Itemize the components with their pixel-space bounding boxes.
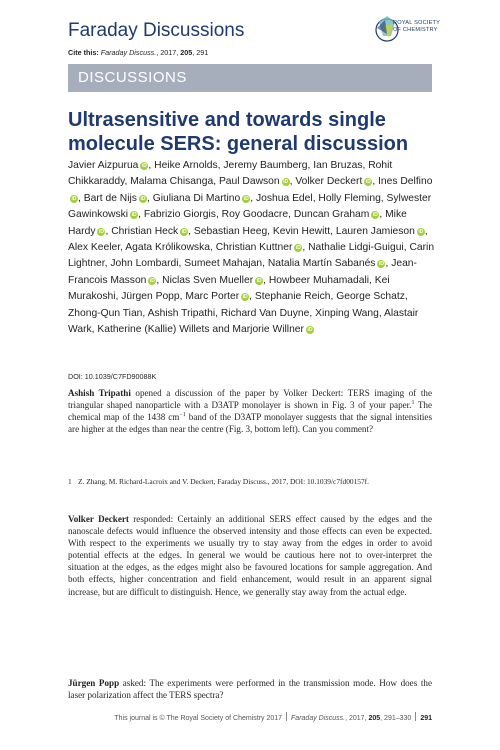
reference-item: [68, 476, 432, 487]
author-name: Mike Hardy: [68, 209, 407, 237]
orcid-icon[interactable]: iD: [283, 179, 289, 186]
paragraph-text: band of the D3ATP monolayer suggests that the signal intensities are higher at the edges than near the centre (Fig. 3, bottom left). Can you comment?: [68, 412, 432, 435]
author-name: Niclas Sven Mueller: [162, 274, 254, 286]
page-footer: [68, 712, 432, 722]
orcid-icon[interactable]: iD: [140, 195, 146, 202]
author-name: Kei Murakoshi: [68, 274, 390, 303]
superscript: −1: [179, 412, 186, 419]
author-name: Giuliana Di Martino: [152, 192, 241, 204]
footer-volume: 205: [368, 715, 381, 722]
author-name: Nathalie Lidgi-Guigui: [308, 242, 404, 254]
author-name: Agata Królikowska: [125, 242, 210, 254]
footer-year: , 2017,: [345, 715, 369, 722]
orcid-icon[interactable]: iD: [418, 228, 424, 235]
cite-journal: Faraday Discuss.: [100, 48, 157, 57]
article-title: Ultrasensitive and towards single molecule SERS: general discussion: [68, 109, 409, 155]
author-list: Javier Aizpurua iD , Heike Arnolds, Jeremy Baumberg, Ian Bruzas, Rohit Chikkaraddy, Malama Chisanga, Paul Dawson iD , Volker Deckert iD , Ines DelfinoiD , Bart de Nijs iD , Giuliana Di Martino iD , Joshua Edel, Holly Fleming, Sylwester Gawinkowski iD , Fabrizio Giorgis, Roy Goodacre, Duncan Graham iD , Mike Hardy iD , Christian Heck iD , Sebastian Heeg, Kevin Hewitt, Lauren Jamieson iD , Alex Keeler, Agata Królikowska, Christian Kuttner iD , Nathalie Lidgi-Guigui, Carin Lightner, John Lombardi, Sumeet Mahajan, Natalia Martín Sabanés iD , Jean-Francois Masson iD , Niclas Sven Mueller iD , Howbeer Muhamadali, Kei Murakoshi, Jürgen Popp, Marc Porter iD , Stephanie Reich, George Schatz, Zhong-Qun Tian, Ashish Tripathi, Richard Van Duyne, Xinping Wang, Alastair Wark, Katherine (Kallie) Willets and Marjorie Willner iD: [68, 160, 435, 336]
author-name: Rohit Chikkaraddy: [68, 160, 393, 188]
footer-pages: , 291–330: [380, 715, 412, 722]
author-name: Xinping Wang: [315, 307, 379, 319]
section-label: DISCUSSIONS: [78, 69, 187, 86]
footer-journal: Faraday Discuss.: [291, 715, 346, 722]
author-name: Alastair Wark: [68, 307, 419, 336]
orcid-icon[interactable]: iD: [365, 179, 371, 186]
author-name: Christian Kuttner: [215, 242, 293, 254]
reference-number: 1: [68, 477, 72, 486]
author-name: Jeremy Baumberg: [223, 160, 308, 171]
author-name: Lauren Jamieson: [335, 225, 415, 237]
footer-page-number: 291: [420, 715, 432, 722]
citation-line: [68, 48, 208, 57]
orcid-icon[interactable]: iD: [242, 294, 248, 301]
author-name: Marc Porter: [185, 291, 240, 303]
author-name: Ian Bruzas: [313, 160, 363, 171]
orcid-icon[interactable]: iD: [71, 195, 77, 202]
footer-divider: [286, 712, 287, 721]
author-name: Volker Deckert: [295, 176, 363, 188]
journal-title: Faraday Discussions: [68, 20, 245, 41]
author-name: Javier Aizpurua: [68, 160, 139, 171]
author-name: Bart de Nijs: [83, 192, 137, 204]
orcid-icon[interactable]: iD: [141, 163, 147, 169]
rsc-logo-line1: ROYAL SOCIETY: [393, 20, 441, 26]
cite-prefix: Cite this:: [68, 48, 101, 57]
reference-link[interactable]: 1: [411, 400, 415, 407]
footer-divider: [415, 712, 416, 721]
cite-year: , 2017,: [156, 48, 181, 57]
author-name: Kevin Hewitt: [272, 225, 331, 237]
author-name: Richard Van Duyne: [220, 307, 310, 319]
paragraph-tripathi-question: [68, 387, 432, 435]
author-name: Howbeer Muhamadali: [268, 274, 370, 286]
author-name: Malama Chisanga: [130, 176, 214, 188]
author-name: Sumeet Mahajan: [184, 258, 263, 270]
author-name: Sebastian Heeg: [193, 225, 268, 237]
footer-copyright: This journal is © The Royal Society of Chemistry 2017: [114, 715, 283, 722]
author-name: Holly Fleming: [318, 192, 381, 204]
author-name: Joshua Edel: [256, 192, 313, 204]
speaker-name: Volker Deckert: [68, 514, 129, 524]
author-name: Natalia Martín Sabanés: [267, 258, 376, 270]
author-name: John Lombardi: [110, 258, 179, 270]
author-name: Roy Goodacre: [221, 209, 289, 221]
paragraph-text: asked: The experiments were performed in the transmission mode. How does the laser polarization affect the TERS spectra?: [68, 678, 432, 701]
orcid-icon[interactable]: iD: [181, 228, 187, 235]
rsc-logo-line2: OF CHEMISTRY: [393, 27, 438, 33]
author-name: Sylwester Gawinkowski: [68, 192, 432, 221]
speaker-name: Jürgen Popp: [68, 678, 120, 688]
author-name: Stephanie Reich: [254, 291, 331, 303]
cite-volume: 205: [180, 48, 193, 57]
orcid-icon[interactable]: iD: [307, 327, 313, 334]
orcid-icon[interactable]: iD: [98, 228, 104, 235]
author-name: Ashish Tripathi: [147, 307, 216, 319]
author-name: Zhong-Qun Tian: [68, 307, 143, 319]
cite-pages: , 291: [192, 48, 209, 57]
author-name: Fabrizio Giorgis: [143, 209, 216, 221]
author-name: Paul Dawson: [218, 176, 280, 188]
author-name: Jean-Francois Masson: [68, 258, 417, 286]
doi: DOI: 10.1039/C7FD90088K: [68, 372, 157, 381]
rsc-logo-text: [393, 20, 440, 34]
paragraph-deckert-response: [68, 513, 432, 598]
section-banner: [68, 64, 432, 92]
paragraph-text: responded: Certainly an additional SERS effect caused by the edges and the nanoscale defects would influence the observed intensity and those effects can even be expected. With respect to the experiments we usually try to stay away from the edges in order to avoid potential effects at the edges. In general we would be cautious here not to over-interpret the situation at the edges, as the edges might also be favoured locations for sample aggregation. And both effects, higher concentration and field enhancement, would result in an apparent signal increase, but are difficult to distinguish. Hence, we generally stay away from the actual edge.: [68, 514, 432, 597]
author-name: Heike Arnolds: [154, 160, 218, 171]
author-name: Ines Delfino: [378, 176, 433, 188]
orcid-icon[interactable]: iD: [372, 212, 378, 219]
speaker-name: Ashish Tripathi: [68, 388, 131, 398]
orcid-icon[interactable]: iD: [131, 212, 137, 219]
paragraph-popp-question: [68, 677, 432, 701]
orcid-icon[interactable]: iD: [295, 245, 301, 252]
author-name: Duncan Graham: [293, 209, 370, 221]
orcid-icon[interactable]: iD: [378, 261, 384, 268]
orcid-icon[interactable]: iD: [243, 195, 249, 202]
author-name: Katherine (Kallie) Willets and Marjorie Willner: [97, 324, 304, 336]
paragraph-text: The chemical map of the 1438 cm: [68, 400, 432, 423]
reference-text: Z. Zhang, M. Richard-Lacroix and V. Deckert, Faraday Discuss., 2017, DOI: 10.1039/c7fd00157f.: [78, 477, 369, 486]
author-name: Christian Heck: [111, 225, 179, 237]
author-name: Alex Keeler: [68, 242, 121, 254]
author-name: George Schatz: [336, 291, 405, 303]
author-name: Jürgen Popp: [121, 291, 180, 303]
orcid-icon[interactable]: iD: [149, 277, 155, 284]
orcid-icon[interactable]: iD: [256, 277, 262, 284]
paragraph-text: opened a discussion of the paper by Volker Deckert: TERS imaging of the triangular shaped nanoparticle with a D3ATP monolayer is shown in Fig. 3 of your paper.: [68, 388, 432, 411]
author-name: Carin Lightner: [68, 242, 435, 270]
